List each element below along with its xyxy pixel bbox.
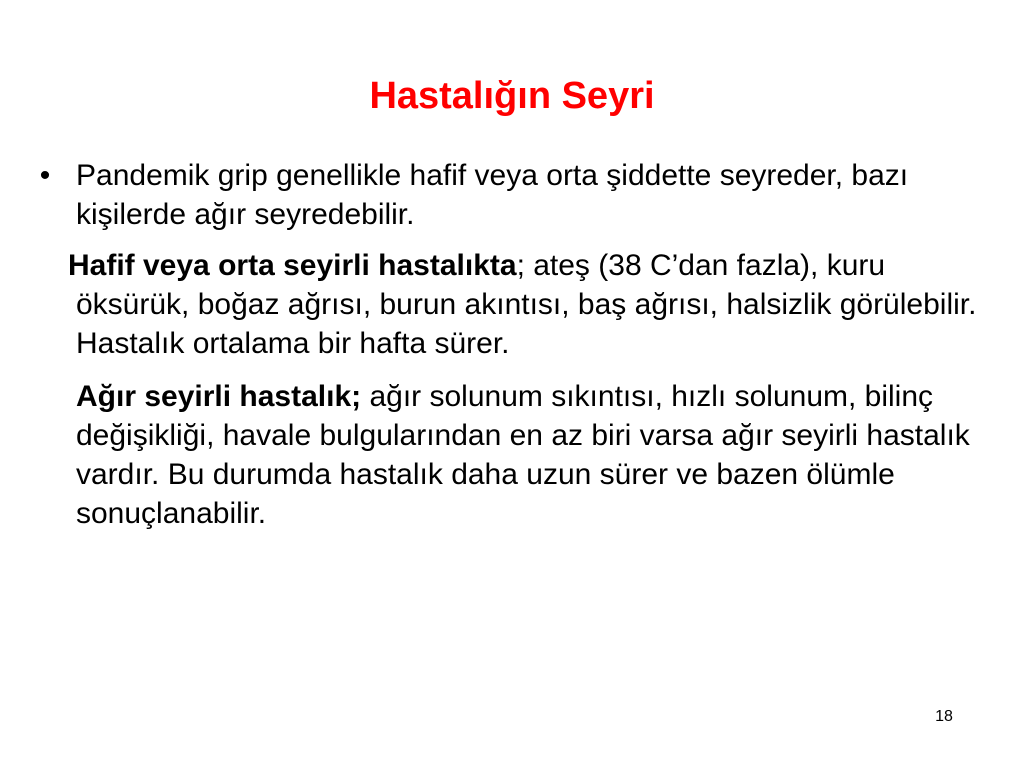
severe-course-label: Ağır seyirli hastalık; <box>76 380 362 413</box>
mild-course-paragraph <box>30 246 990 363</box>
mild-course-label: Hafif veya orta seyirli hastalıkta <box>68 249 517 282</box>
page-number: 18 <box>935 708 953 725</box>
bullet-text: Pandemik grip genellikle hafif veya orta şiddette seyreder, bazı kişilerde ağır seyredebilir. <box>76 159 909 231</box>
slide-body <box>30 156 990 533</box>
bullet-item <box>30 156 990 234</box>
severe-course-text: ağır solunum sıkıntısı, hızlı solunum, bilinç değişikliği, havale bulgularından en az biri varsa ağır seyirli hastalık vardır. Bu durumda hastalık daha uzun sürer ve bazen ölümle sonuçlanabilir. <box>76 380 970 530</box>
mild-course-text: ; ateş (38 C’dan fazla), kuru öksürük, boğaz ağrısı, burun akıntısı, baş ağrısı, halsizlik görülebilir. Hastalık ortalama bir hafta sürer. <box>76 249 977 360</box>
severe-course-paragraph <box>30 377 990 533</box>
slide-title: Hastalığın Seyri <box>369 75 655 117</box>
bullet-icon: • <box>39 159 51 192</box>
